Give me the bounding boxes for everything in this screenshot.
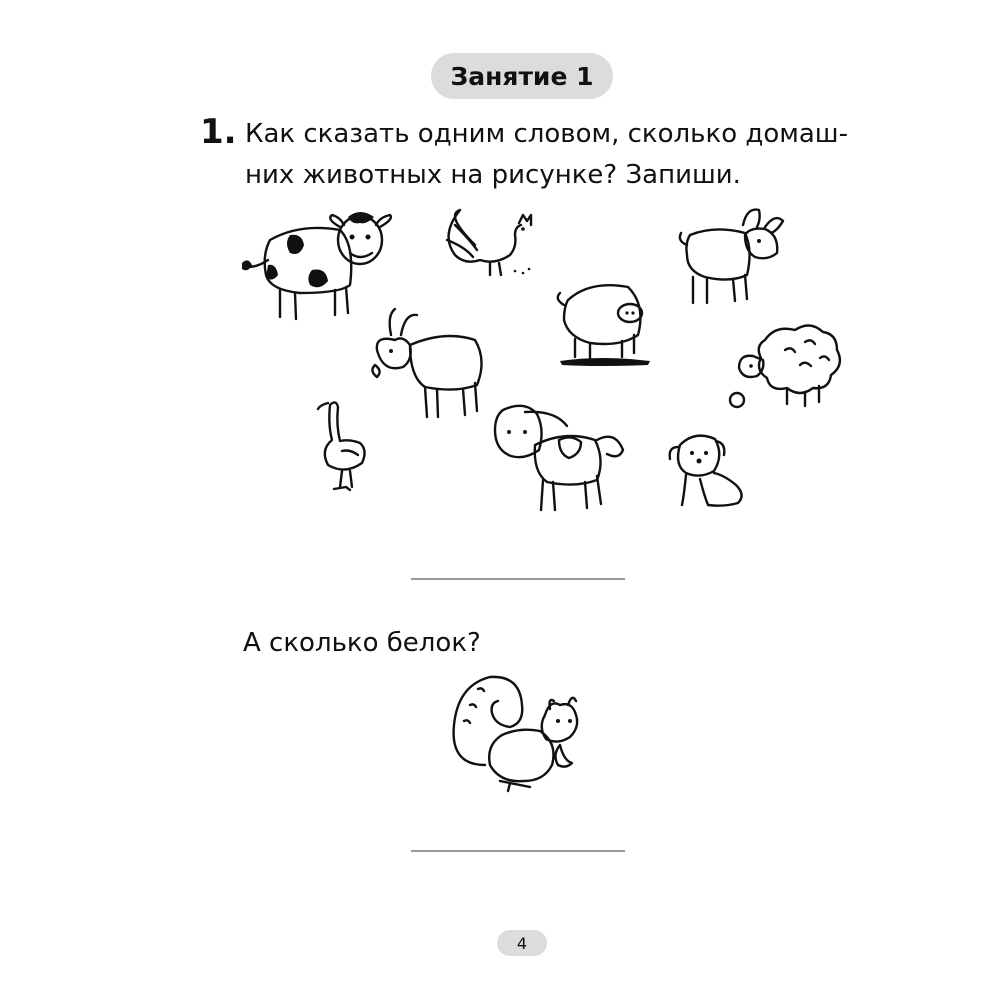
squirrel-icon [440,665,590,810]
rooster-icon [447,210,531,275]
task-number: 1. [200,112,237,152]
pig-icon [558,285,650,366]
squirrel-question: А сколько белок? [243,628,481,658]
page-number-badge [497,930,547,956]
task-question-line-1: Как сказать одним словом, сколько домаш- [245,119,848,149]
page-number: 4 [516,933,528,953]
horse-icon [495,406,623,510]
sheep-icon [730,325,840,407]
task-question-line-2: них животных на рисунке? Запиши. [245,160,741,190]
goose-icon [318,402,365,490]
answer-line-2[interactable] [411,850,625,852]
task-question [245,114,848,196]
answer-line-1[interactable] [411,578,625,580]
lesson-title-badge [431,53,613,99]
cow-icon [242,212,391,319]
donkey-icon [680,210,783,303]
puppy-icon [670,436,742,506]
goat-icon [372,309,481,417]
lesson-title: Занятие 1 [450,61,594,91]
farm-animals-illustration [230,200,870,520]
